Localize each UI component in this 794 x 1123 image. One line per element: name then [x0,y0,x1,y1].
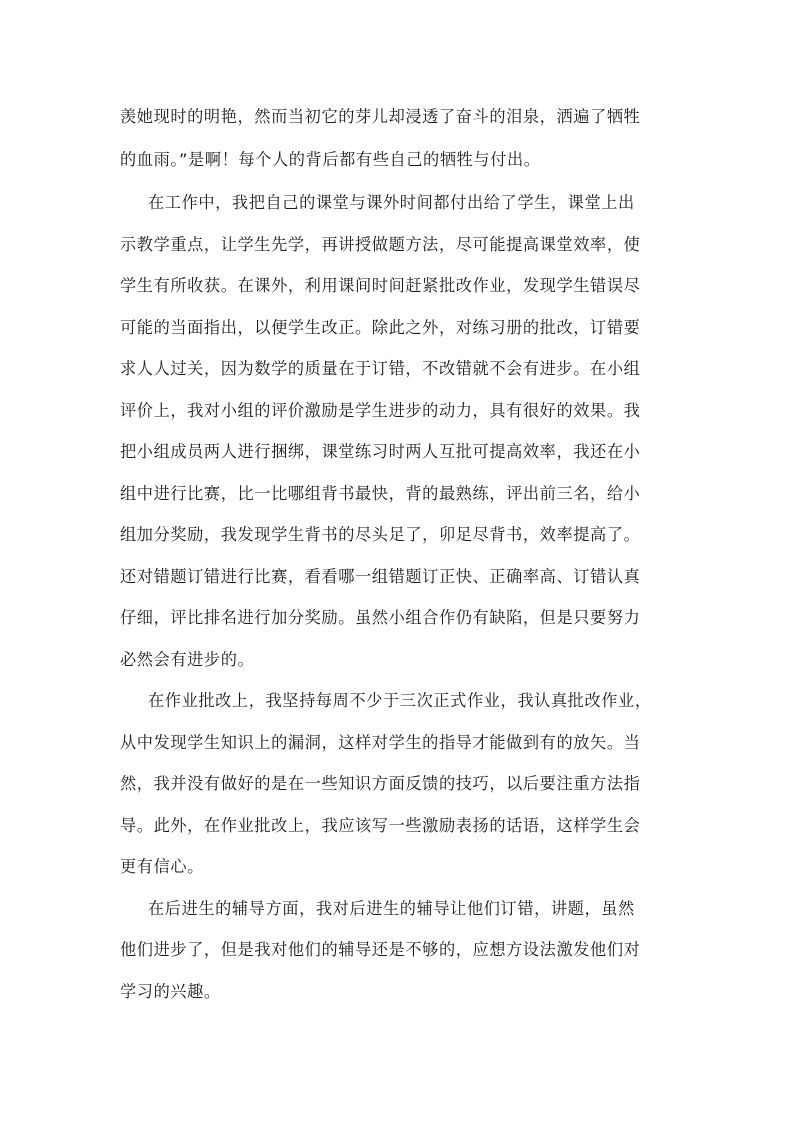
text-line: 的血雨。”是啊！每个人的背后都有些自己的牺牲与付出。 [120,150,541,169]
text-line: 导。此外，在作业批改上，我应该写一些激励表扬的话语，这样学生会 [120,816,641,835]
text-line: 求人人过关，因为数学的质量在于订错，不改错就不会有进步。在小组 [120,359,641,378]
text-line: 仔细，评比排名进行加分奖励。虽然小组合作仍有缺陷，但是只要努力 [120,608,641,627]
text-line: 学习的兴趣。 [120,982,221,1001]
text-line: 学生有所收获。在课外，利用课间时间赶紧批改作业，发现学生错误尽 [120,276,641,295]
text-line: 羡她现时的明艳，然而当初它的芽儿却浸透了奋斗的泪泉，洒遍了牺牲 [120,107,641,126]
text-line: 必然会有进步的。 [120,650,255,669]
text-line: 然，我并没有做好的是在一些知识方面反馈的技巧，以后要注重方法指 [120,774,641,793]
text-line: 组中进行比赛，比一比哪组背书最快，背的最熟练，评出前三名，给小 [120,484,641,503]
text-line: 评价上，我对小组的评价激励是学生进步的动力，具有很好的效果。我 [120,401,641,420]
text-line: 可能的当面指出，以便学生改正。除此之外，对练习册的批改，订错要 [120,318,641,337]
text-line: 更有信心。 [120,857,204,876]
text-line: 组加分奖励，我发现学生背书的尽头足了，卯足尽背书，效率提高了。 [120,525,641,544]
paragraph-start-line: 在作业批改上，我坚持每周不少于三次正式作业，我认真批改作业， [148,691,652,710]
paragraph-start-line: 在工作中，我把自己的课堂与课外时间都付出给了学生，课堂上出 [148,193,635,212]
text-line: 把小组成员两人进行捆绑，课堂练习时两人互批可提高效率，我还在小 [120,442,641,461]
text-line: 从中发现学生知识上的漏洞，这样对学生的指导才能做到有的放矢。当 [120,733,641,752]
text-line: 还对错题订错进行比赛，看看哪一组错题订正快、正确率高、订错认真 [120,567,641,586]
paragraph-start-line: 在后进生的辅导方面，我对后进生的辅导让他们订错，讲题，虽然 [148,899,635,918]
text-line: 他们进步了，但是我对他们的辅导还是不够的，应想方设法激发他们对 [120,940,641,959]
text-line: 示教学重点，让学生先学，再讲授做题方法，尽可能提高课堂效率，使 [120,235,641,254]
